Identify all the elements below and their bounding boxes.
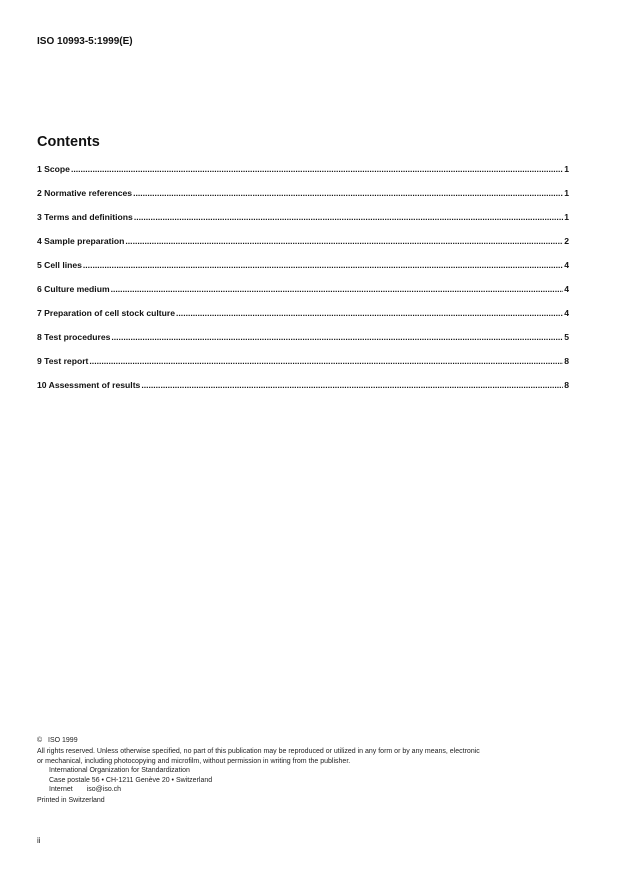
dot-leader — [111, 332, 563, 342]
dot-leader — [71, 164, 563, 174]
dot-leader — [141, 380, 563, 390]
copyright-footer — [37, 736, 582, 806]
org-name: International Organization for Standardization — [49, 767, 190, 775]
dot-leader — [125, 236, 563, 246]
dot-leader — [134, 212, 563, 222]
toc-entry-label: 8 Test procedures — [37, 332, 111, 342]
toc-entry-page: 4 — [564, 284, 569, 294]
toc-entry-sample-preparation[interactable] — [37, 236, 569, 260]
toc-entry-page: 4 — [564, 308, 569, 318]
copyright-text: ISO 1999 — [48, 737, 78, 744]
dot-leader — [83, 260, 563, 270]
toc-entry-page: 5 — [564, 332, 569, 342]
table-of-contents — [37, 164, 569, 404]
toc-entry-normative-references[interactable] — [37, 188, 569, 212]
contents-title: Contents — [37, 134, 100, 150]
toc-entry-label: 10 Assessment of results — [37, 380, 141, 390]
internet-email-link[interactable]: iso@iso.ch — [86, 786, 122, 794]
toc-entry-page: 1 — [564, 164, 569, 174]
toc-entry-test-procedures[interactable] — [37, 332, 569, 356]
toc-entry-page: 2 — [564, 236, 569, 246]
toc-entry-page: 8 — [564, 356, 569, 366]
toc-entry-label: 9 Test report — [37, 356, 89, 366]
toc-entry-scope[interactable] — [37, 164, 569, 188]
copyright-line — [37, 736, 582, 745]
internet-line — [37, 785, 582, 794]
dot-leader — [111, 284, 564, 294]
org-address: Case postale 56 • CH-1211 Genève 20 • Switzerland — [49, 776, 213, 784]
dot-leader — [176, 308, 563, 318]
toc-entry-label: 7 Preparation of cell stock culture — [37, 308, 176, 318]
internet-label: Internet — [49, 786, 73, 794]
document-id-header: ISO 10993-5:1999(E) — [37, 36, 133, 47]
toc-entry-page: 8 — [564, 380, 569, 390]
toc-entry-label: 3 Terms and definitions — [37, 212, 133, 222]
toc-entry-test-report[interactable] — [37, 356, 569, 380]
page-number: ii — [37, 836, 41, 845]
toc-entry-label: 2 Normative references — [37, 188, 133, 198]
rights-line-2: or mechanical, including photocopying and microfilm, without permission in writing from the publisher. — [37, 757, 351, 765]
rights-line-1: All rights reserved. Unless otherwise specified, no part of this publication may be reproduced or utilized in any form or by any means, electronic — [37, 748, 480, 756]
toc-entry-page: 1 — [564, 188, 569, 198]
copyright-icon: © — [37, 737, 43, 744]
toc-entry-cell-lines[interactable] — [37, 260, 569, 284]
printed-in: Printed in Switzerland — [37, 797, 105, 805]
toc-entry-label: 4 Sample preparation — [37, 236, 125, 246]
toc-entry-label: 5 Cell lines — [37, 260, 82, 270]
toc-entry-page: 1 — [564, 212, 569, 222]
toc-entry-culture-medium[interactable] — [37, 284, 569, 308]
toc-entry-label: 6 Culture medium — [37, 284, 110, 294]
dot-leader — [133, 188, 563, 198]
toc-entry-cell-stock-culture[interactable] — [37, 308, 569, 332]
toc-entry-assessment-of-results[interactable] — [37, 380, 569, 404]
toc-entry-label: 1 Scope — [37, 164, 70, 174]
dot-leader — [89, 356, 563, 366]
toc-entry-terms-and-definitions[interactable] — [37, 212, 569, 236]
toc-entry-page: 4 — [564, 260, 569, 270]
